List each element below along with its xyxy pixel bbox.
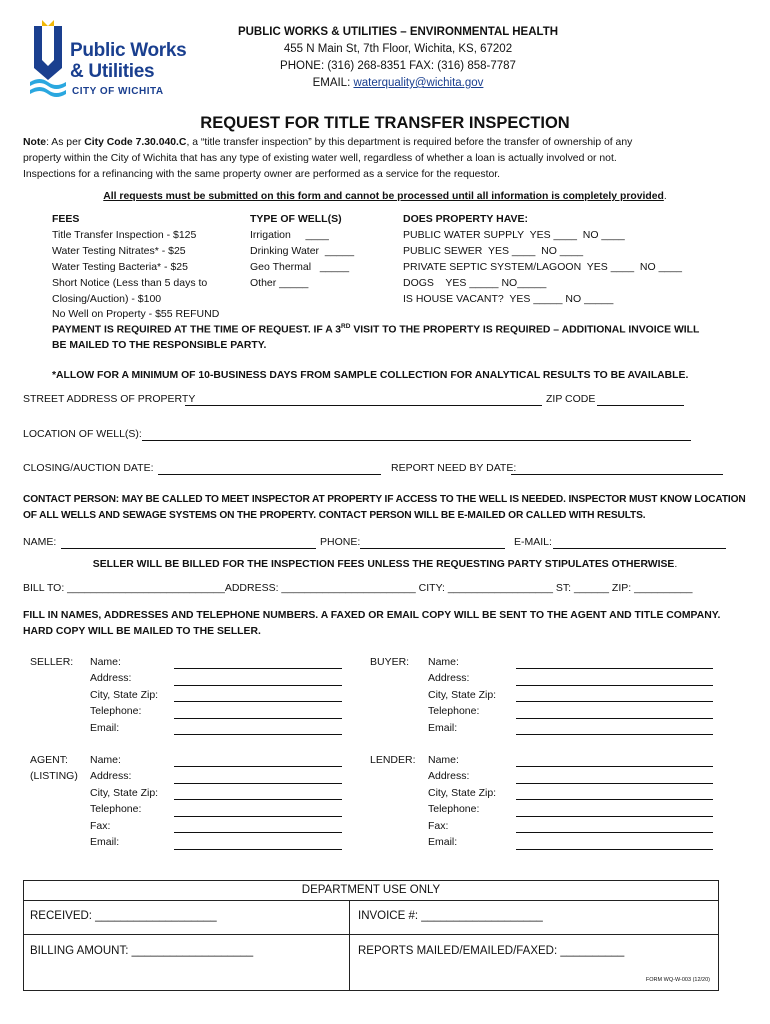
dept-divider-vertical [349, 900, 350, 990]
seller-city-input[interactable] [174, 701, 342, 702]
dept-invoice[interactable]: INVOICE #: ___________________ [358, 910, 543, 922]
report-label: REPORT NEED BY DATE: [391, 462, 517, 474]
buyer-telephone-input[interactable] [516, 718, 713, 719]
lender-field-label: Fax: [428, 820, 449, 832]
payment-line1 [52, 323, 699, 335]
seller-telephone-input[interactable] [174, 718, 342, 719]
lender-field-label: Email: [428, 836, 458, 848]
header-email-label: EMAIL: [312, 77, 351, 89]
header-org: PUBLIC WORKS & UTILITIES – ENVIRONMENTAL HEALTH [237, 26, 559, 38]
property-vacant[interactable]: IS HOUSE VACANT? YES _____ NO _____ [403, 293, 614, 305]
seller-field-label: City, State Zip: [90, 689, 159, 701]
contact-email-label: E-MAIL: [514, 536, 552, 548]
fee-item: No Well on Property - $55 REFUND [52, 308, 220, 320]
department-use-box [23, 880, 719, 991]
fill-line1: FILL IN NAMES, ADDRESSES AND TELEPHONE NUMBERS. A FAXED OR EMAIL COPY WILL BE SENT TO THE AGENT AND TITLE COMPANY. [23, 610, 721, 621]
street-input[interactable] [185, 405, 542, 406]
agent-field-label: City, State Zip: [90, 787, 159, 799]
buyer-city-input[interactable] [516, 701, 713, 702]
form-number: FORM WQ-W-003 (12/20) [645, 977, 710, 983]
fee-item: Water Testing Bacteria* - $25 [52, 261, 188, 273]
agent-name-input[interactable] [174, 766, 342, 767]
buyer-field-label: Telephone: [428, 705, 480, 717]
property-water-supply[interactable]: PUBLIC WATER SUPPLY YES ____ NO ____ [403, 229, 625, 241]
note-city-code: City Code 7.30.040.C [84, 137, 187, 148]
lender-label: LENDER: [370, 754, 416, 766]
zip-label: ZIP CODE [546, 393, 596, 405]
agent-field-label: Address: [90, 770, 132, 782]
lender-fax-input[interactable] [516, 832, 713, 833]
buyer-address-input[interactable] [516, 685, 713, 686]
property-sewer[interactable]: PUBLIC SEWER YES ____ NO ____ [403, 245, 584, 257]
dept-reports[interactable]: REPORTS MAILED/EMAILED/FAXED: __________ [358, 945, 625, 957]
agent-city-input[interactable] [174, 799, 342, 800]
lender-telephone-input[interactable] [516, 816, 713, 817]
seller-label: SELLER: [30, 656, 74, 668]
agent-email-input[interactable] [174, 849, 342, 850]
property-heading: DOES PROPERTY HAVE: [403, 213, 529, 225]
seller-field-label: Address: [90, 672, 132, 684]
dept-title: DEPARTMENT USE ONLY [301, 884, 441, 896]
fill-line2: HARD COPY WILL BE MAILED TO THE SELLER. [23, 626, 261, 637]
dept-received[interactable]: RECEIVED: ___________________ [30, 910, 217, 922]
logo [28, 20, 208, 100]
dept-divider-middle [24, 934, 718, 935]
payment-line2: BE MAILED TO THE RESPONSIBLE PARTY. [52, 340, 267, 351]
buyer-field-label: City, State Zip: [428, 689, 497, 701]
report-input[interactable] [511, 474, 723, 475]
logo-title-line1: Public Works [70, 40, 187, 61]
buyer-field-label: Email: [428, 722, 458, 734]
agent-address-input[interactable] [174, 783, 342, 784]
fee-item: Short Notice (Less than 5 days to [52, 277, 208, 289]
bill-to-row[interactable]: BILL TO: ___________________________ADDRESS: _______________________ CITY: __________________ ST: ______ ZIP: __________ [23, 582, 693, 594]
lender-city-input[interactable] [516, 799, 713, 800]
well-type-other[interactable]: Other _____ [250, 277, 309, 289]
contact-name-label: NAME: [23, 536, 57, 548]
header-email-row [200, 77, 596, 89]
well-type-geothermal[interactable]: Geo Thermal _____ [250, 261, 350, 273]
note-line1-rest: , a “title transfer inspection” by this department is required before the transfer of ownership of any [186, 137, 633, 148]
dept-divider-top [24, 900, 718, 901]
seller-billed-notice: SELLER WILL BE BILLED FOR THE INSPECTION FEES UNLESS THE REQUESTING PARTY STIPULATES OTHERWISE. [92, 559, 678, 570]
location-input[interactable] [142, 440, 691, 441]
logo-title-line2: & Utilities [70, 61, 155, 82]
agent-field-label: Name: [90, 754, 121, 766]
header-phone: PHONE: (316) 268-8351 FAX: (316) 858-7787 [280, 60, 516, 72]
contact-email-input[interactable] [553, 548, 726, 549]
seller-address-input[interactable] [174, 685, 342, 686]
buyer-field-label: Address: [428, 672, 470, 684]
agent-telephone-input[interactable] [174, 816, 342, 817]
logo-emblem-icon [28, 20, 68, 98]
property-dogs[interactable]: DOGS YES _____ NO_____ [403, 277, 547, 289]
closing-label: CLOSING/AUCTION DATE: [23, 462, 154, 474]
property-septic[interactable]: PRIVATE SEPTIC SYSTEM/LAGOON YES ____ NO ____ [403, 261, 682, 273]
lender-field-label: City, State Zip: [428, 787, 497, 799]
lender-name-input[interactable] [516, 766, 713, 767]
contact-phone-input[interactable] [360, 548, 505, 549]
buyer-label: BUYER: [370, 656, 410, 668]
logo-city: CITY OF WICHITA [72, 86, 164, 97]
closing-input[interactable] [158, 474, 381, 475]
note-label: Note [23, 137, 47, 148]
contact-phone-label: PHONE: [320, 536, 361, 548]
note-line1 [23, 137, 632, 148]
agent-field-label: Telephone: [90, 803, 142, 815]
lender-email-input[interactable] [516, 849, 713, 850]
contact-line2: OF ALL WELLS AND SEWAGE SYSTEMS ON THE PROPERTY. CONTACT PERSON WILL BE E-MAILED OR CALLED WITH RESULTS. [23, 510, 646, 521]
fee-item: Water Testing Nitrates* - $25 [52, 245, 186, 257]
agent-fax-input[interactable] [174, 832, 342, 833]
buyer-field-label: Name: [428, 656, 459, 668]
lender-field-label: Telephone: [428, 803, 480, 815]
note-line2: property within the City of Wichita that has any type of existing water well, regardless of whether a loan is actually involved or not. [23, 153, 617, 164]
zip-input[interactable] [597, 405, 684, 406]
lender-address-input[interactable] [516, 783, 713, 784]
agent-label: AGENT: [30, 754, 68, 766]
lender-field-label: Address: [428, 770, 470, 782]
agent-field-label: Email: [90, 836, 120, 848]
all-requests-notice: All requests must be submitted on this form and cannot be processed until all information is completely provided. [103, 191, 667, 202]
fee-item: Title Transfer Inspection - $125 [52, 229, 197, 241]
seller-billed-text: SELLER WILL BE BILLED FOR THE INSPECTION FEES UNLESS THE REQUESTING PARTY STIPULATES OTHERWISE [92, 559, 675, 570]
contact-name-input[interactable] [61, 548, 316, 549]
dept-billing[interactable]: BILLING AMOUNT: ___________________ [30, 945, 254, 957]
fee-item: Closing/Auction) - $100 [52, 293, 162, 305]
payment-text-a: PAYMENT IS REQUIRED AT THE TIME OF REQUEST. IF A 3 [52, 324, 342, 336]
seller-field-label: Name: [90, 656, 121, 668]
fees-heading: FEES [52, 213, 80, 225]
well-type-drinking[interactable]: Drinking Water _____ [250, 245, 355, 257]
buyer-name-input[interactable] [516, 668, 713, 669]
note-pre: : As per [46, 137, 85, 148]
allow-notice: *ALLOW FOR A MINIMUM OF 10-BUSINESS DAYS FROM SAMPLE COLLECTION FOR ANALYTICAL RESULTS TO BE AVAILABLE. [52, 370, 689, 381]
header-email-link[interactable]: waterquality@wichita.gov [353, 77, 484, 89]
header-address: 455 N Main St, 7th Floor, Wichita, KS, 67202 [283, 43, 513, 55]
all-requests-text: All requests must be submitted on this form and cannot be processed until all information is completely provided [103, 191, 664, 202]
seller-email-input[interactable] [174, 734, 342, 735]
well-type-heading: TYPE OF WELL(S) [250, 213, 342, 225]
lender-field-label: Name: [428, 754, 459, 766]
contact-line1: CONTACT PERSON: MAY BE CALLED TO MEET INSPECTOR AT PROPERTY IF ACCESS TO THE WELL IS NEEDED. INSPECTOR MUST KNOW LOCATION [23, 494, 746, 505]
seller-field-label: Telephone: [90, 705, 142, 717]
payment-text-b: VISIT TO THE PROPERTY IS REQUIRED – ADDITIONAL INVOICE WILL [350, 324, 700, 336]
street-label: STREET ADDRESS OF PROPERTY [23, 393, 196, 405]
page-title: REQUEST FOR TITLE TRANSFER INSPECTION [200, 114, 570, 132]
well-type-irrigation[interactable]: Irrigation ____ [250, 229, 329, 241]
buyer-email-input[interactable] [516, 734, 713, 735]
agent-field-label: Fax: [90, 820, 111, 832]
agent-sublabel: (LISTING) [30, 770, 78, 782]
payment-sup: RD [341, 323, 351, 330]
seller-name-input[interactable] [174, 668, 342, 669]
note-line3: Inspections for a refinancing with the same property owner are performed as a service for the requestor. [23, 169, 501, 180]
location-label: LOCATION OF WELL(S): [23, 428, 142, 440]
seller-field-label: Email: [90, 722, 120, 734]
